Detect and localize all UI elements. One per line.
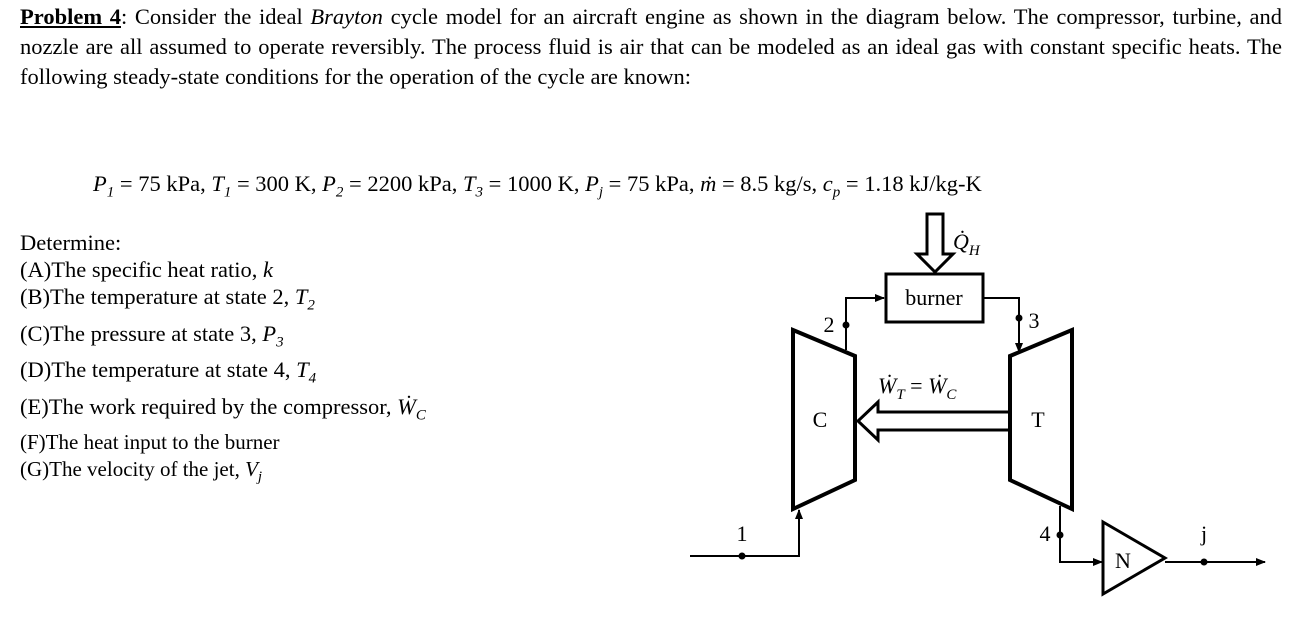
state-label-j: j	[1200, 521, 1208, 546]
condition-value: = 75 kPa,	[114, 171, 212, 196]
question-letter: (B)	[20, 284, 50, 309]
question-text: The heat input to the burner	[45, 430, 280, 454]
question-subscript: 3	[276, 334, 284, 350]
condition-subscript: 3	[475, 184, 484, 201]
condition-subscript: 2	[335, 184, 344, 201]
question-symbol: k	[263, 257, 274, 282]
state-point-2	[843, 322, 850, 329]
condition-subscript: 1	[223, 184, 232, 201]
question-letter: (D)	[20, 357, 52, 382]
condition-symbol: T	[211, 171, 224, 196]
question-symbol: V	[245, 457, 258, 481]
question-symbol: T	[294, 284, 308, 309]
question-letter: (A)	[20, 257, 52, 282]
work-balance-label: Ẇ$_T$ = Ẇ$_C$	[878, 373, 957, 403]
condition-symbol: c	[822, 171, 833, 196]
flow-line-3	[983, 298, 1019, 352]
question-subscript: j	[257, 469, 263, 486]
condition-value: = 8.5 kg/s,	[716, 171, 823, 196]
state-label-4: 4	[1039, 521, 1051, 546]
intro-lead: : Consider the ideal	[121, 4, 311, 29]
question-symbol: Ẇ	[397, 393, 416, 419]
question-text: The work required by the compressor,	[48, 393, 398, 419]
state-point-1	[739, 553, 746, 560]
question-letter: (G)	[20, 457, 50, 481]
compressor-label: C	[812, 407, 828, 432]
question-letter: (C)	[20, 320, 50, 346]
condition-symbol: P	[585, 171, 599, 196]
question-subscript: 4	[308, 370, 317, 387]
question-symbol: T	[296, 357, 309, 382]
question-text: The pressure at state 3,	[50, 320, 263, 346]
question-subscript: 2	[307, 297, 315, 314]
intro-body: cycle model for an aircraft engine as shown in the diagram below. The compressor, turbine, and nozzle are all assumed to operate reversibly. The process fluid is air that can be modeled as an ideal gas with constant specific heats. The following steady-state conditions for the operation of the cycle are known:	[20, 4, 1282, 89]
condition-symbol: ṁ	[700, 171, 717, 196]
state-point-j	[1201, 559, 1208, 566]
condition-symbol: T	[463, 171, 476, 196]
determine-label: Determine:	[20, 230, 122, 255]
condition-symbol: P	[93, 171, 107, 196]
shaft-work-arrow	[858, 402, 1008, 440]
nozzle-body	[1103, 522, 1165, 594]
condition-value: = 2200 kPa,	[343, 171, 463, 196]
question-text: The temperature at state 4,	[51, 357, 297, 382]
condition-value: = 300 K,	[231, 171, 323, 196]
question-letter: (E)	[20, 393, 49, 419]
condition-subscript: p	[832, 184, 841, 201]
question-text: The velocity of the jet,	[49, 457, 246, 481]
condition-subscript: 1	[106, 184, 115, 201]
flow-line-2	[846, 298, 884, 350]
state-point-3	[1016, 315, 1023, 322]
state-point-4	[1057, 532, 1064, 539]
condition-value: = 75 kPa,	[603, 171, 701, 196]
condition-subscript: j	[598, 184, 604, 201]
question-subscript: C	[415, 407, 426, 423]
problem-title: Problem 4	[20, 4, 121, 29]
condition-symbol: P	[322, 171, 336, 196]
heat-input-label: $Q̇_H$	[953, 229, 980, 259]
cycle-name: Brayton	[310, 4, 383, 29]
state-label-1: 1	[736, 521, 748, 546]
condition-value: = 1000 K,	[483, 171, 586, 196]
heat-input-arrow	[917, 214, 953, 272]
state-label-2: 2	[823, 312, 835, 337]
flow-line-4	[1060, 506, 1102, 562]
question-text: The specific heat ratio,	[51, 257, 264, 282]
question-text: The temperature at state 2,	[50, 284, 295, 309]
nozzle-label: N	[1115, 548, 1131, 573]
burner-label: burner	[905, 285, 963, 310]
question-symbol: P	[262, 320, 277, 346]
question-letter: (F)	[20, 430, 46, 454]
state-label-3: 3	[1028, 308, 1040, 333]
turbine-label: T	[1031, 407, 1045, 432]
condition-value: = 1.18 kJ/kg-K	[840, 171, 982, 196]
